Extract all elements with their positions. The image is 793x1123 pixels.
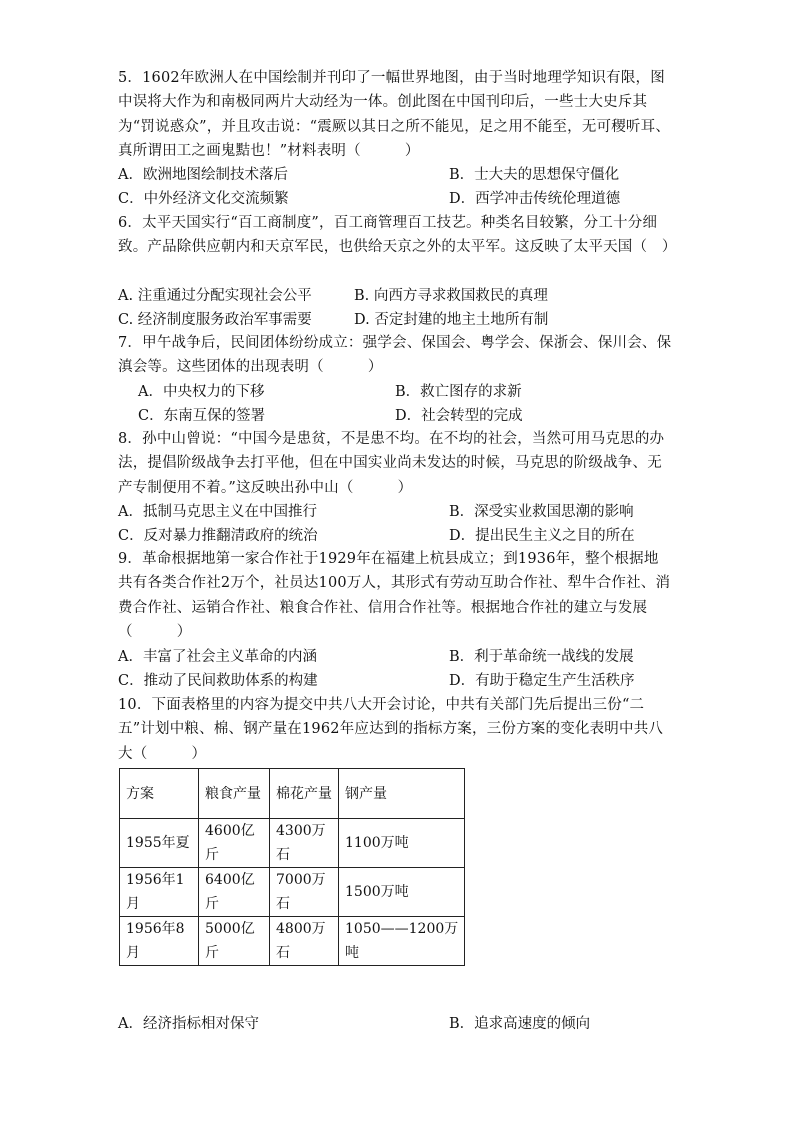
question-6-option-b[interactable]: B. 向西方寻求救国救民的真理	[354, 288, 548, 304]
table-row	[120, 819, 465, 868]
table-header-cell: 钢产量	[339, 769, 465, 819]
table-header-cell: 粮食产量	[199, 769, 270, 819]
table-header-row	[120, 769, 465, 819]
question-6-option-a[interactable]: A. 注重通过分配实现社会公平	[118, 288, 312, 304]
question-9-options-row-2	[118, 669, 678, 693]
table-cell: 7000万石	[270, 868, 339, 917]
question-9-option-d[interactable]: D．有助于稳定生产生活秩序	[449, 673, 635, 689]
question-10-option-b[interactable]: B．追求高速度的倾向	[449, 1016, 591, 1032]
table-cell: 4300万石	[270, 819, 339, 868]
table-cell: 1956年1月	[120, 868, 199, 917]
question-5-option-d[interactable]: D．西学冲击传统伦理道德	[449, 191, 621, 207]
table-header-cell: 棉花产量	[270, 769, 339, 819]
question-9-option-b[interactable]: B．利于革命统一战线的发展	[449, 649, 634, 665]
question-10-options-row-1	[118, 1012, 678, 1036]
question-7-option-d[interactable]: D．社会转型的完成	[395, 408, 523, 424]
question-8-option-c[interactable]: C．反对暴力推翻清政府的统治	[118, 528, 318, 544]
question-5-stem: 5．1602年欧洲人在中国绘制并刊印了一幅世界地图，由于当时地理学知识有限，图中误将大作为和南极同两片大动经为一体。创此图在中国刊印后，一些士大史斥其为“罚说惑众”，并且攻击说：“震厥以其日之所不能见，足之用不能至，无可稷听耳、真所谓田工之画鬼黠也！”材料表明（ ）	[118, 70, 671, 159]
question-6-options-row-2	[118, 308, 678, 332]
question-8-stem: 8．孙中山曾说：“中国今是患贫，不是患不均。在不均的社会，当然可用马克思的办法，提倡阶级战争去打平他，但在中国实业尚未发达的时候，马克思的阶级战争、无产专制便用不着。”这反映出孙中山（ ）	[118, 431, 665, 496]
question-5-option-b[interactable]: B．士大夫的思想保守僵化	[449, 167, 620, 183]
table-cell: 6400亿斤	[199, 868, 270, 917]
question-10-stem: 10．下面表格里的内容为提交中共八大开会讨论，中共有关部门先后提出三份“二五”计划中粮、棉、钢产量在1962年应达到的指标方案，三份方案的变化表明中共八大（ ）	[118, 697, 664, 762]
question-7-options-row-2	[118, 404, 678, 428]
table-row	[120, 917, 465, 966]
question-8-option-b[interactable]: B．深受实业救国思潮的影响	[449, 504, 634, 520]
question-7-stem: 7．甲午战争后，民间团体纷纷成立：强学会、保国会、粤学会、保浙会、保川会、保滇会等。这些团体的出现表明（ ）	[118, 335, 672, 376]
question-6-option-c[interactable]: C. 经济制度服务政治军事需要	[118, 312, 312, 328]
question-6-options-row-1	[118, 284, 678, 308]
table-cell: 4600亿斤	[199, 819, 270, 868]
question-6-stem: 6．太平天国实行“百工商制度”，百工商管理百工技艺。种类名目较繁，分工十分细致。产品除供应朝内和天京军民，也供给天京之外的太平军。这反映了太平天国（ ）	[118, 215, 677, 256]
question-8-options-row-2	[118, 524, 678, 548]
table-cell: 1100万吨	[339, 819, 465, 868]
question-9-stem: 9．革命根据地第一家合作社于1929年在福建上杭县成立；到1936年，整个根据地共有各类合作社2万个，社员达100万人，其形式有劳动互助合作社、犁牛合作社、消费合作社、运销合作社、粮食合作社、信用合作社等。根据地合作社的建立与发展（ ）	[118, 551, 671, 640]
question-9-option-a[interactable]: A．丰富了社会主义革命的内涵	[118, 649, 317, 665]
question-7-option-c[interactable]: C．东南互保的签署	[138, 408, 266, 424]
question-8-option-d[interactable]: D．提出民生主义之目的所在	[449, 528, 635, 544]
question-8-options-row-1	[118, 500, 678, 524]
question-7-options-row-1	[118, 380, 678, 404]
table-header-cell: 方案	[120, 769, 199, 819]
question-9-option-c[interactable]: C．推动了民间救助体系的构建	[118, 673, 318, 689]
question-7-option-b[interactable]: B．救亡图存的求新	[395, 384, 522, 400]
table-cell: 4800万石	[270, 917, 339, 966]
question-7-option-a[interactable]: A．中央权力的下移	[138, 384, 265, 400]
table-cell: 1500万吨	[339, 868, 465, 917]
question-9-options-row-1	[118, 645, 678, 669]
question-5-option-c[interactable]: C．中外经济文化交流频繁	[118, 191, 289, 207]
table-row	[120, 868, 465, 917]
table-cell: 5000亿斤	[199, 917, 270, 966]
production-plan-table	[119, 768, 465, 966]
question-5-options-row-2	[118, 187, 678, 211]
question-10-option-a[interactable]: A．经济指标相对保守	[118, 1016, 259, 1032]
table-cell: 1956年8月	[120, 917, 199, 966]
question-5-option-a[interactable]: A．欧洲地图绘制技术落后	[118, 167, 288, 183]
table-cell: 1050——1200万吨	[339, 917, 465, 966]
table-cell: 1955年夏	[120, 819, 199, 868]
question-6-option-d[interactable]: D. 否定封建的地主土地所有制	[354, 312, 549, 328]
question-5-options-row-1	[118, 163, 678, 187]
question-8-option-a[interactable]: A．抵制马克思主义在中国推行	[118, 504, 317, 520]
